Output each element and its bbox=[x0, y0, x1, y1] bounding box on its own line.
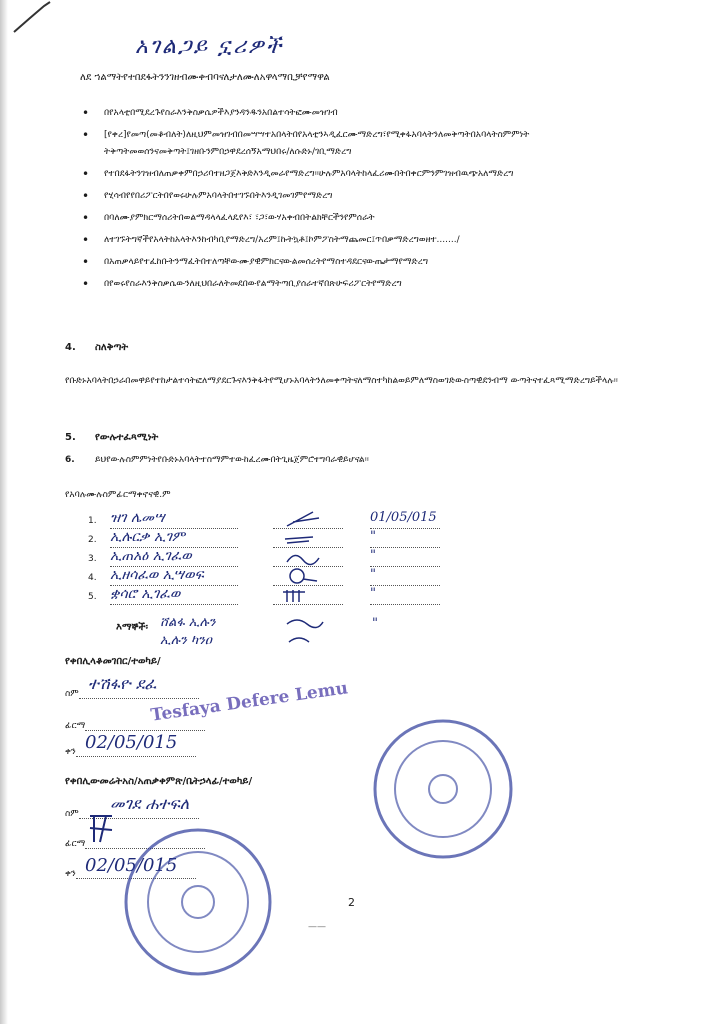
observer-signatures bbox=[285, 616, 325, 650]
observers-names bbox=[160, 614, 216, 650]
page-number: 2 bbox=[348, 896, 355, 909]
member-signature bbox=[273, 529, 343, 548]
list-item: • በባለሙያምክርማሰሪትበወልማዳላላፈላዴየእ፣ ፣ጋ፣ውሃአቀብበትልክቸርችንየምሰራት bbox=[82, 210, 682, 227]
member-date: " bbox=[370, 548, 440, 567]
office-name-value: መገደ ሐተፍለ bbox=[110, 794, 190, 813]
list-item: • የተበደፋትንገዝብለጠቃቀምበኃሪባተዘጋጀእቅድእንዲመራየማድረግ፡፡ሁሉምአባላትከላፈሪሙበትበቀርምንምገዝብዉጭአለማድረግ bbox=[82, 166, 682, 183]
section-6-text: 6. ይህየውሉስምምነትየቡድኑአባላትተስማምተውከፈረሙበትጊዜጀምሮተግባራዊይሆናል፡፡ bbox=[65, 455, 369, 465]
member-name: ዝገ ሌመሣ bbox=[110, 510, 238, 529]
receiver-name-value: ተሽፋዮ ደፈ bbox=[88, 674, 157, 693]
footer-mark: —— bbox=[308, 922, 326, 932]
member-signature-table bbox=[88, 510, 488, 605]
name-stamp: Tesfaya Defere Lemu bbox=[149, 678, 350, 726]
table-row: 2. ኢሉርቃ ኢገም " bbox=[88, 529, 488, 548]
observers-label: እማኞች፡ bbox=[116, 622, 148, 633]
office-date-field: ቀን bbox=[65, 866, 196, 879]
member-name: ቋሳሮ ኢገፈወ bbox=[110, 586, 238, 605]
office-sign-field: ፊርማ bbox=[65, 836, 205, 849]
member-signature bbox=[273, 510, 343, 529]
office-date-value: 02/05/015 bbox=[85, 855, 178, 876]
member-name: ኢሉርቃ ኢገም bbox=[110, 529, 238, 548]
section-4-heading: 4. ስለቅጣት bbox=[65, 342, 129, 353]
member-signature bbox=[273, 586, 343, 605]
section-4-paragraph: የቡድኑአባላትበኃራበመዋይየተከታልተሳትፎለማያደርጉናእንቅፋትየሚሆኑአባላትንለመቀጣትናለማስተካከልወይምለማስወገድውስጣዊደንብማ ውጣትናተፈጻሚማድረግይችላሉ፡፡ bbox=[65, 376, 618, 386]
receiver-name-field: ስም bbox=[65, 686, 199, 699]
receiver-date-value: 02/05/015 bbox=[85, 732, 178, 753]
duties-list bbox=[82, 105, 682, 298]
list-item: • በየወሩየስራእንቅስቃሴውንለዚህበራለትመደበውየልማትጣቢያሰራተኛበጽሁፍሪፖርትየማድረግ bbox=[82, 276, 682, 293]
office-heading: የቀበሊውመሬትአስ/አጠቃቀምጽ/ቤትኃላፊ/ተወካይ/ bbox=[65, 776, 253, 787]
section-5-heading: 5. የውሉተፈጻሚነት bbox=[65, 432, 159, 443]
member-date: " bbox=[370, 567, 440, 586]
official-seal-right bbox=[368, 714, 518, 864]
table-row: 3. ኢጠአዕ ኢገፈወ " bbox=[88, 548, 488, 567]
receiver-date-field: ቀን bbox=[65, 744, 196, 757]
list-item: • የሂሳብየየበሪፖርትበየወሩሁሉምአባላትበተገኙበትእንዲገመገምየማድረግ bbox=[82, 188, 682, 205]
table-row: 5. ቋሳሮ ኢገፈወ " bbox=[88, 586, 488, 605]
member-date: " bbox=[370, 586, 440, 605]
observer-name: ኢሉን ካንዐ bbox=[160, 633, 212, 648]
observer-name: ሸልፋ ኢሉን bbox=[160, 615, 216, 630]
member-signature bbox=[273, 548, 343, 567]
list-item: • በየአላቲበሚደረጉየስራእንቅስቃሴዎችእያንዳንዱንአበልተሳትፎሙመዝገብ bbox=[82, 105, 682, 122]
receiver-heading: የቀበሊላቆመገበር/ተወካይ/ bbox=[65, 656, 161, 667]
member-name: ኢጠአዕ ኢገፈወ bbox=[110, 548, 238, 567]
list-item: • ለተገኙትግኛችየአላትከአላትእንከብካቢየማድረግ/አረም፤ኩትኳቶ፤ኮምፖስትማጨመር፤ጥበቃማድረግወዘተ......./ bbox=[82, 232, 682, 249]
member-date: 01/05/015 bbox=[370, 510, 440, 529]
official-seal-left bbox=[118, 822, 278, 982]
member-signature bbox=[273, 567, 343, 586]
members-heading: የአባሉሙሉስምፊርማቀኖናዊ.ም bbox=[65, 490, 171, 500]
list-item: • [የቀረ]የመጣ(መቆብለት)ለዚህምመዝገብበመሣሣተአበላትበየአላቲንኣዲፈርሙማድረግ፣የሚቀፋአባላትንለመቅጣትበአባላትስምምነት ትቅጣትመወሰንናመቅጣት፤ገዘቡንምበኃዋደረሰኝአማህበሩ/ለሱድኑ/ገቢማድረግ bbox=[82, 127, 682, 161]
office-signature bbox=[86, 812, 116, 846]
table-row: 4. ኢዘሳፈወ ኢሣወፍ " bbox=[88, 567, 488, 586]
office-name-field: ስም bbox=[65, 806, 199, 819]
member-date: " bbox=[370, 529, 440, 548]
intro-line: ለደ ኀልማትየተበደፋትንንገዘብሙቀብባናለታለሙለአዋላማቢቻየማዋል bbox=[80, 72, 330, 83]
list-item: • በአጠቃላይየተፈከቡትንማፈትበተለጣቸውሙያዊምክርናውልመሰረትየማስተዳደርናውጤታማየማድረግ bbox=[82, 254, 682, 271]
observers-date: " bbox=[372, 616, 378, 631]
member-name: ኢዘሳፈወ ኢሣወፍ bbox=[110, 567, 238, 586]
document-title: አገልጋይ ኗሪዎች bbox=[135, 34, 284, 59]
scan-shadow bbox=[0, 0, 8, 1024]
corner-pen-mark bbox=[10, 0, 56, 34]
table-row: 1. ዝገ ሌመሣ 01/05/015 bbox=[88, 510, 488, 529]
receiver-sign-field: ፊርማ bbox=[65, 718, 205, 731]
